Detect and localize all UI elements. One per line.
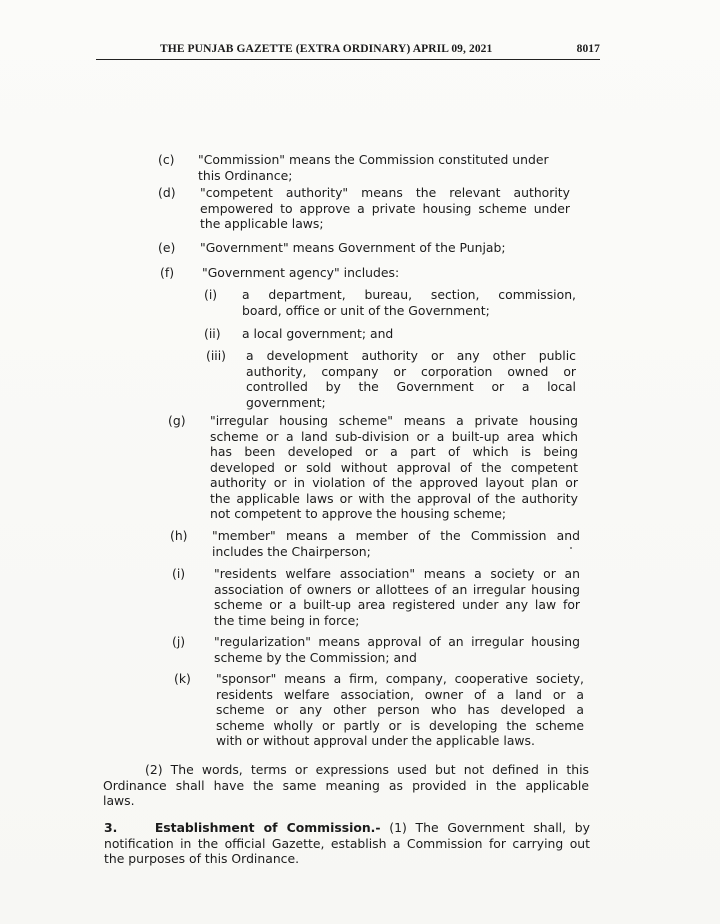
- definition-label: (f): [160, 265, 175, 280]
- definition-text: [214, 634, 580, 665]
- definition-label: (j): [172, 634, 186, 649]
- definition-line: "irregular housing scheme" means a private housing: [210, 413, 578, 428]
- definition-label: (d): [158, 185, 176, 200]
- definition-line: authority or in violation of the approved layout plan or: [210, 475, 578, 490]
- definition-line: the applicable laws or with the approval of the authority: [210, 490, 578, 506]
- definition-e: [158, 240, 578, 256]
- paragraph-line: the purposes of this Ordinance.: [104, 851, 300, 866]
- paragraph-line: (2) The words, terms or expressions used but not defined in this: [145, 762, 589, 777]
- subclause-line: a development authority or any other public: [246, 348, 576, 363]
- definition-line: scheme or a land sub-division or a built-up area which: [210, 428, 578, 444]
- scan-speck: [570, 547, 572, 549]
- definition-line: scheme wholly or partly or is developing the scheme: [216, 717, 584, 733]
- definition-c: [158, 152, 578, 184]
- definition-text: [216, 671, 584, 749]
- definition-line: "Commission" means the Commission constituted under: [198, 152, 549, 167]
- subclause-line: a local government; and: [242, 326, 394, 341]
- definition-line: scheme or any other person who has developed a: [216, 702, 584, 717]
- definition-line: scheme by the Commission; and: [214, 649, 417, 665]
- definition-line: "residents welfare association" means a society or an: [214, 566, 580, 581]
- subclause-f-i: [204, 287, 580, 319]
- definition-label: (c): [158, 152, 175, 167]
- definition-text: [200, 185, 570, 232]
- definition-line: "competent authority" means the relevant authority: [200, 185, 570, 200]
- definition-label: (k): [174, 671, 191, 686]
- subclause-line: controlled by the Government or a local: [246, 379, 576, 394]
- definition-line: "member" means a member of the Commission and: [212, 528, 580, 543]
- subclause-line: government;: [246, 394, 326, 410]
- definition-line: developed or sold without approval of the competent: [210, 459, 578, 475]
- subclause-label: (iii): [206, 348, 226, 363]
- definition-line: has been developed or a part of which is being: [210, 444, 578, 459]
- subclause-line: board, office or unit of the Government;: [242, 302, 490, 318]
- definition-line: "Government" means Government of the Punjab;: [200, 240, 506, 255]
- definition-k: [174, 671, 588, 751]
- definition-line: includes the Chairperson;: [212, 543, 371, 559]
- definition-line: "Government agency" includes:: [202, 265, 400, 280]
- section-first-line: [104, 820, 590, 836]
- subclause-text: [246, 348, 576, 410]
- definition-g: [168, 413, 584, 523]
- definition-j: [172, 634, 586, 666]
- subclause-f-iii: [206, 348, 580, 412]
- definition-line: empowered to approve a private housing scheme under: [200, 200, 570, 216]
- definition-line: not competent to approve the housing scheme;: [210, 506, 507, 521]
- definition-label: (e): [158, 240, 176, 255]
- definition-line: this Ordinance;: [198, 167, 293, 183]
- section-heading: Establishment of Commission.-: [154, 820, 381, 835]
- definition-line: association of owners or allottees of an irregular housing: [214, 581, 580, 597]
- definition-line: the time being in force;: [214, 612, 360, 628]
- page-number: 8017: [576, 43, 600, 55]
- definition-text: [210, 413, 578, 522]
- definition-line: with or without approval under the applicable laws.: [216, 733, 535, 748]
- paragraph-line: laws.: [103, 793, 135, 808]
- definition-text: [198, 152, 573, 183]
- definition-line: residents welfare association, owner of a land or a: [216, 686, 584, 702]
- section-number: 3.: [104, 820, 118, 835]
- definition-h: [170, 528, 586, 560]
- definition-text: [214, 566, 580, 628]
- subclause-f-ii: [204, 326, 580, 342]
- definition-i: [172, 566, 586, 630]
- paragraph-line: notification in the official Gazette, establish a Commission for carrying out: [104, 835, 590, 851]
- subclause-label: (ii): [204, 326, 221, 341]
- gazette-title: THE PUNJAB GAZETTE (EXTRA ORDINARY) APRIL 09, 2021: [160, 43, 493, 55]
- definition-line: "sponsor" means a firm, company, cooperative society,: [216, 671, 584, 686]
- subclause-label: (i): [204, 287, 218, 302]
- definition-text: [212, 528, 580, 559]
- subclause-text: [242, 326, 576, 342]
- definition-line: "regularization" means approval of an irregular housing: [214, 634, 580, 649]
- subsection-2: [103, 762, 589, 810]
- definition-f: [160, 265, 580, 281]
- section-3: [104, 820, 590, 868]
- definition-label: (g): [168, 413, 186, 428]
- section-first-line-text: (1) The Government shall, by: [389, 820, 590, 835]
- subclause-text: [242, 287, 576, 318]
- paragraph-line: Ordinance shall have the same meaning as provided in the applicable: [103, 777, 589, 793]
- definition-d: [158, 185, 578, 233]
- definition-line: the applicable laws;: [200, 216, 324, 231]
- definition-label: (i): [172, 566, 186, 581]
- subclause-line: authority, company or corporation owned or: [246, 363, 576, 379]
- subclause-line: a department, bureau, section, commission,: [242, 287, 576, 302]
- definition-text: [202, 265, 572, 281]
- definition-text: [200, 240, 570, 256]
- definition-label: (h): [170, 528, 188, 543]
- definition-line: scheme or a built-up area registered under any law for: [214, 597, 580, 612]
